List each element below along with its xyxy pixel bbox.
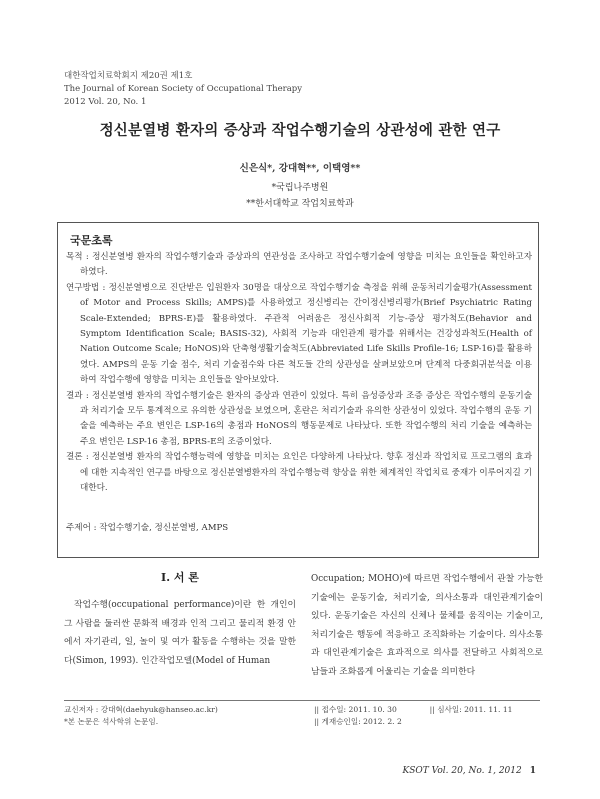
page-footer bbox=[403, 766, 536, 776]
body-text-left: 작업수행(occupational performance)이란 한 개인이 그 사람을 둘러싼 문화적 배경과 인적 그리고 물리적 환경 안에서 자기관리, 일, 놀이 및 여가 활동을 수행하는 것을 말한다(Simon, 1993). 인간작업모델(Model of Human bbox=[64, 600, 296, 666]
page-number: 1 bbox=[529, 766, 536, 776]
footer-journal: KSOT Vol. 20, No. 1, 2012 bbox=[402, 766, 522, 776]
abstract-results: 결과 : 정신분열병 환자의 작업수행기술은 환자의 증상과 연관이 있었다. 특히 음성증상과 조증 증상은 작업수행의 운동기술과 처리기술 모두 통계적으로 유의한 상관성을 보였으며, 혼란은 처리기술과 유의한 상관성이 있었다. 작업수행의 운동 기술을 예측하는 주요 변인은 LSP-16의 총점과 HoNOS의 행동문제로 나타났다. 또한 작업수행의 처리 기술을 예측하는 주요 변인은 LSP-16 총점, BPRS-E의 조증이었다. bbox=[66, 390, 532, 447]
affiliation-2: **한서대학교 작업치료학과 bbox=[246, 199, 354, 209]
abstract-heading: 국문초록 bbox=[70, 234, 113, 247]
abstract-box bbox=[57, 222, 539, 558]
journal-name-english: The Journal of Korean Society of Occupational Therapy bbox=[64, 84, 303, 94]
footnote-left bbox=[64, 704, 218, 728]
abstract-conclusion: 결론 : 정신분열병 환자의 작업수행능력에 영향을 미치는 요인은 다양하게 나타났다. 향후 정신과 작업치료 프로그램의 효과에 대한 지속적인 연구를 바탕으로 정신분열병환자의 작업수행능력 향상을 위한 체계적인 작업치료 중재가 이루어지길 기대한다. bbox=[66, 452, 532, 494]
footnote-divider bbox=[64, 700, 540, 701]
corresponding-author: 교신저자 : 강대혁(daehyuk@hanseo.ac.kr) bbox=[64, 705, 218, 714]
accepted-date: || 게재승인일: 2012. 2. 2 bbox=[314, 717, 402, 726]
abstract-body bbox=[66, 250, 532, 497]
abstract-keywords: 주제어 : 작업수행기술, 정신분열병, AMPS bbox=[66, 523, 229, 533]
affiliation-1: *국립나주병원 bbox=[271, 183, 329, 193]
abstract-purpose: 목적 : 정신분열병 환자의 작업수행기술과 증상과의 연관성을 조사하고 작업수행기술에 영향을 미치는 요인들을 확인하고자 하였다. bbox=[66, 252, 532, 278]
received-date: || 접수일: 2011. 10. 30 bbox=[314, 705, 397, 714]
reviewed-date: || 심사일: 2011. 11. 11 bbox=[429, 705, 513, 714]
author-list: 신은식*, 강대혁**, 이택영** bbox=[239, 163, 361, 174]
paper-title: 정신분열병 환자의 증상과 작업수행기술의 상관성에 관한 연구 bbox=[99, 122, 501, 139]
footnote-dates bbox=[314, 704, 513, 728]
thesis-note: *본 논문은 석사학위 논문임. bbox=[64, 717, 159, 726]
journal-volume: 2012 Vol. 20, No. 1 bbox=[64, 97, 147, 107]
section-heading-introduction: Ⅰ. 서 론 bbox=[161, 571, 199, 584]
body-column-left bbox=[64, 570, 296, 670]
body-text-right: Occupation; MOHO)에 따르면 작업수행에서 관찰 가능한 기술에는 운동기술, 처리기술, 의사소통과 대인관계기술이 있다. 운동기술은 자신의 신체나 물체를 움직이는 기술이고, 처리기술은 행동에 적응하고 조직화하는 기술이다. 의사소통과 대인관계기술은 효과적으로 의사를 전달하고 사회적으로 남들과 조화롭게 어울리는 기술을 의미한다 bbox=[311, 574, 543, 677]
journal-header bbox=[64, 70, 302, 109]
body-column-right bbox=[311, 570, 543, 682]
abstract-method: 연구방법 : 정신분열병으로 진단받은 입원환자 30명을 대상으로 작업수행기술 측정을 위해 운동처리기술평가(Assessment of Motor and Process Skills; AMPS)를 사용하였고 정신병리는 간이정신병리평가(Brief Psychiatric Rating Scale-Extended; BPRS-E)를 활용하였다. 주관적 어려움은 정신사회적 기능-증상 평가척도(Behavior and Symptom Identification Scale; BASIS-32), 사회적 기능과 대인관계 평가를 위해서는 건강성과척도(Health of Nation Outcome Scale; HoNOS)와 단축형생활기술척도(Abbreviated Life Skills Profile-16; LSP-16)를 활용하였다. AMPS의 운동 기술 점수, 처리 기술점수와 다른 척도들 간의 상관성을 살펴보았으며 단계적 다중회귀분석을 이용하여 작업수행에 영향을 미치는 요인들을 알아보았다. bbox=[66, 282, 532, 386]
journal-name-korean: 대한작업치료학회지 제20권 제1호 bbox=[64, 71, 193, 81]
